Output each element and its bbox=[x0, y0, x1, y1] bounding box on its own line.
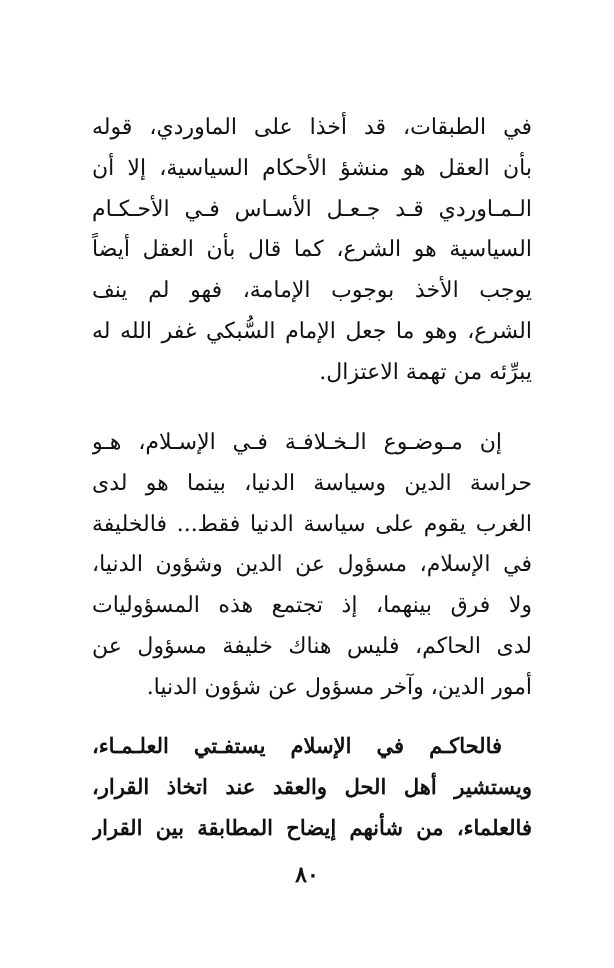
text-line: إن مـوضـوع الـخـلافـة فـي الإسـلام، هـو bbox=[92, 430, 502, 455]
text-line: لدى الحاكم، فليس هناك خليفة مسؤول عن bbox=[92, 633, 532, 659]
text-line: بأن العقل هو منشؤ الأحكام السياسية، إلا أن bbox=[92, 155, 532, 181]
text-line: السياسية هو الشرع، كما قال بأن العقل أيضاً bbox=[92, 237, 532, 263]
paragraph-2 bbox=[92, 423, 532, 709]
text-line: فالحاكـم في الإسلام يستفـتي العلـمـاء، bbox=[92, 733, 502, 758]
text-line: ولا فرق بينهما، إذ تجتمع هذه المسؤوليات bbox=[92, 593, 532, 619]
text-line: ويستشير أهل الحل والعقد عند اتخاذ القرار، bbox=[92, 773, 532, 799]
text-line: حراسة الدين وسياسة الدنيا، بينما هو لدى bbox=[92, 470, 532, 496]
text-line: أمور الدين، وآخر مسؤول عن شؤون الدنيا. bbox=[146, 674, 532, 700]
paragraph-3-bold bbox=[92, 726, 532, 848]
text-line: الغرب يقوم على سياسة الدنيا فقط... فالخليفة bbox=[92, 511, 532, 537]
paragraph-1 bbox=[92, 108, 532, 394]
text-line: الشرع، وهو ما جعل الإمام السُّبكي غفر الله له bbox=[92, 318, 532, 344]
text-line: الـمـاوردي قـد جـعـل الأسـاس فـي الأحـكـام bbox=[92, 196, 532, 222]
page-number: ٨٠ bbox=[295, 862, 319, 888]
text-line: يوجب الأخذ بوجوب الإمامة، فهو لم ينف bbox=[92, 278, 532, 304]
text-line: في الإسلام، مسؤول عن الدين وشؤون الدنيا، bbox=[92, 552, 532, 578]
text-line: فالعلماء، من شأنهم إيضاح المطابقة بين القرار bbox=[92, 814, 532, 840]
text-line: يبرِّئه من تهمة الاعتزال. bbox=[319, 359, 532, 385]
text-line: في الطبقات، قد أخذا على الماوردي، قوله bbox=[92, 115, 532, 140]
